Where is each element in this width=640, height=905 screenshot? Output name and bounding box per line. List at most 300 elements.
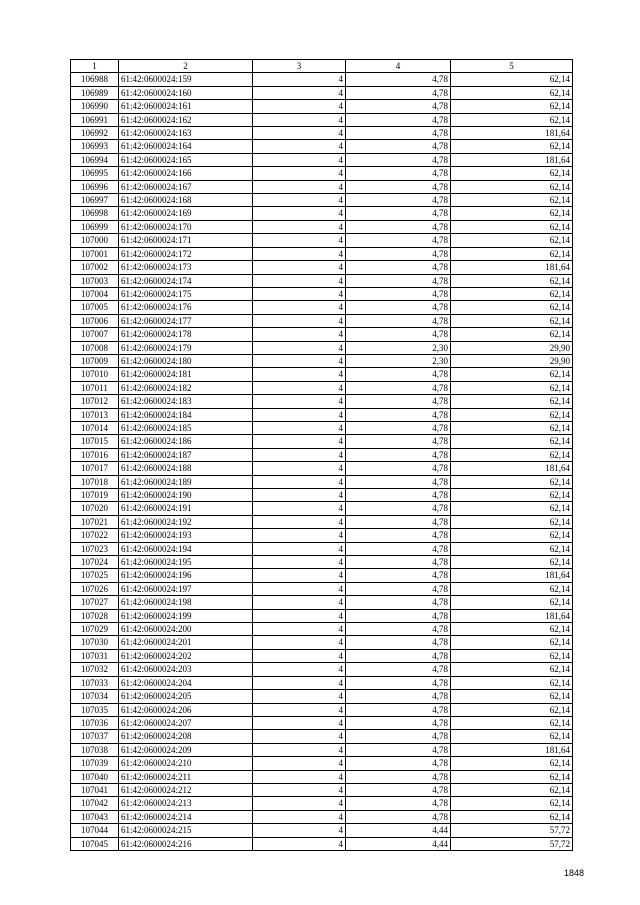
table-cell-col-2: 61:42:0600024:198 bbox=[119, 596, 253, 609]
table-cell-col-3: 4 bbox=[253, 569, 346, 582]
table-cell-col-1: 107044 bbox=[71, 824, 119, 837]
table-cell-col-1: 106994 bbox=[71, 153, 119, 166]
table-cell-col-3: 4 bbox=[253, 354, 346, 367]
table-cell-col-5: 62,14 bbox=[451, 140, 573, 153]
table-cell-col-2: 61:42:0600024:192 bbox=[119, 515, 253, 528]
table-cell-col-4: 4,78 bbox=[346, 489, 451, 502]
table-cell-col-3: 4 bbox=[253, 582, 346, 595]
table-row bbox=[71, 810, 573, 823]
table-cell-col-3: 4 bbox=[253, 220, 346, 233]
table-cell-col-2: 61:42:0600024:196 bbox=[119, 569, 253, 582]
table-cell-col-2: 61:42:0600024:211 bbox=[119, 770, 253, 783]
table-cell-col-1: 106998 bbox=[71, 207, 119, 220]
table-cell-col-1: 107028 bbox=[71, 609, 119, 622]
table-row bbox=[71, 623, 573, 636]
table-cell-col-3: 4 bbox=[253, 783, 346, 796]
table-cell-col-1: 107008 bbox=[71, 341, 119, 354]
page-number: 1848 bbox=[563, 868, 584, 878]
table-row bbox=[71, 354, 573, 367]
table-cell-col-5: 181,64 bbox=[451, 569, 573, 582]
table-row bbox=[71, 381, 573, 394]
table-cell-col-2: 61:42:0600024:194 bbox=[119, 542, 253, 555]
table-cell-col-3: 4 bbox=[253, 153, 346, 166]
table-cell-col-5: 62,14 bbox=[451, 274, 573, 287]
table-cell-col-2: 61:42:0600024:216 bbox=[119, 837, 253, 850]
table-cell-col-5: 62,14 bbox=[451, 247, 573, 260]
table-cell-col-4: 4,78 bbox=[346, 180, 451, 193]
table-row bbox=[71, 716, 573, 729]
table-cell-col-4: 2,30 bbox=[346, 341, 451, 354]
table-cell-col-3: 4 bbox=[253, 690, 346, 703]
table-cell-col-1: 107042 bbox=[71, 797, 119, 810]
table-cell-col-1: 107010 bbox=[71, 368, 119, 381]
table-cell-col-5: 62,14 bbox=[451, 489, 573, 502]
table-cell-col-4: 4,78 bbox=[346, 113, 451, 126]
table-cell-col-5: 62,14 bbox=[451, 663, 573, 676]
table-cell-col-3: 4 bbox=[253, 86, 346, 99]
table-cell-col-3: 4 bbox=[253, 247, 346, 260]
column-header-1: 1 bbox=[71, 60, 119, 73]
table-row bbox=[71, 274, 573, 287]
table-cell-col-3: 4 bbox=[253, 837, 346, 850]
table-cell-col-3: 4 bbox=[253, 770, 346, 783]
table-row bbox=[71, 730, 573, 743]
table-cell-col-3: 4 bbox=[253, 207, 346, 220]
table-cell-col-5: 62,14 bbox=[451, 582, 573, 595]
table-cell-col-2: 61:42:0600024:162 bbox=[119, 113, 253, 126]
table-cell-col-5: 62,14 bbox=[451, 395, 573, 408]
table-row bbox=[71, 475, 573, 488]
table-cell-col-4: 4,78 bbox=[346, 770, 451, 783]
table-cell-col-4: 4,78 bbox=[346, 569, 451, 582]
table-cell-col-2: 61:42:0600024:213 bbox=[119, 797, 253, 810]
table-cell-col-2: 61:42:0600024:163 bbox=[119, 127, 253, 140]
table-cell-col-2: 61:42:0600024:159 bbox=[119, 73, 253, 86]
table-cell-col-5: 62,14 bbox=[451, 556, 573, 569]
table-cell-col-5: 62,14 bbox=[451, 770, 573, 783]
table-cell-col-2: 61:42:0600024:204 bbox=[119, 676, 253, 689]
table-cell-col-2: 61:42:0600024:185 bbox=[119, 421, 253, 434]
table-cell-col-3: 4 bbox=[253, 676, 346, 689]
table-cell-col-4: 4,78 bbox=[346, 542, 451, 555]
table-row bbox=[71, 649, 573, 662]
table-cell-col-2: 61:42:0600024:199 bbox=[119, 609, 253, 622]
table-row bbox=[71, 515, 573, 528]
table-cell-col-5: 62,14 bbox=[451, 180, 573, 193]
table-cell-col-5: 29,90 bbox=[451, 354, 573, 367]
table-cell-col-4: 4,78 bbox=[346, 690, 451, 703]
table-cell-col-5: 62,14 bbox=[451, 703, 573, 716]
table-cell-col-2: 61:42:0600024:188 bbox=[119, 462, 253, 475]
table-cell-col-5: 62,14 bbox=[451, 596, 573, 609]
table-cell-col-4: 4,78 bbox=[346, 475, 451, 488]
table-cell-col-5: 62,14 bbox=[451, 220, 573, 233]
table-cell-col-1: 107043 bbox=[71, 810, 119, 823]
table-cell-col-4: 4,78 bbox=[346, 207, 451, 220]
table-cell-col-1: 107013 bbox=[71, 408, 119, 421]
table-cell-col-5: 62,14 bbox=[451, 86, 573, 99]
table-cell-col-5: 62,14 bbox=[451, 435, 573, 448]
table-cell-col-3: 4 bbox=[253, 274, 346, 287]
table-row bbox=[71, 502, 573, 515]
table-cell-col-1: 107041 bbox=[71, 783, 119, 796]
table-cell-col-2: 61:42:0600024:195 bbox=[119, 556, 253, 569]
table-cell-col-2: 61:42:0600024:212 bbox=[119, 783, 253, 796]
table-cell-col-4: 4,78 bbox=[346, 234, 451, 247]
table-cell-col-1: 107019 bbox=[71, 489, 119, 502]
table-cell-col-1: 107009 bbox=[71, 354, 119, 367]
table-cell-col-4: 4,78 bbox=[346, 515, 451, 528]
table-row bbox=[71, 328, 573, 341]
table-row bbox=[71, 73, 573, 86]
table-cell-col-3: 4 bbox=[253, 395, 346, 408]
table-cell-col-5: 62,14 bbox=[451, 100, 573, 113]
table-cell-col-2: 61:42:0600024:175 bbox=[119, 287, 253, 300]
table-cell-col-4: 4,44 bbox=[346, 824, 451, 837]
table-cell-col-5: 62,14 bbox=[451, 314, 573, 327]
table-cell-col-2: 61:42:0600024:160 bbox=[119, 86, 253, 99]
table-cell-col-5: 29,90 bbox=[451, 341, 573, 354]
table-cell-col-1: 107016 bbox=[71, 448, 119, 461]
table-cell-col-1: 107045 bbox=[71, 837, 119, 850]
table-cell-col-3: 4 bbox=[253, 502, 346, 515]
table-cell-col-3: 4 bbox=[253, 234, 346, 247]
table-cell-col-4: 4,78 bbox=[346, 448, 451, 461]
table-row bbox=[71, 127, 573, 140]
table-cell-col-1: 106997 bbox=[71, 194, 119, 207]
table-row bbox=[71, 408, 573, 421]
table-cell-col-5: 62,14 bbox=[451, 649, 573, 662]
table-cell-col-3: 4 bbox=[253, 368, 346, 381]
table-row bbox=[71, 421, 573, 434]
table-cell-col-1: 107040 bbox=[71, 770, 119, 783]
table-cell-col-5: 62,14 bbox=[451, 408, 573, 421]
table-cell-col-5: 62,14 bbox=[451, 515, 573, 528]
table-cell-col-2: 61:42:0600024:180 bbox=[119, 354, 253, 367]
table-cell-col-1: 107032 bbox=[71, 663, 119, 676]
table-cell-col-4: 4,78 bbox=[346, 301, 451, 314]
table-row bbox=[71, 489, 573, 502]
table-row bbox=[71, 140, 573, 153]
table-cell-col-3: 4 bbox=[253, 328, 346, 341]
table-cell-col-4: 4,78 bbox=[346, 582, 451, 595]
table-row bbox=[71, 368, 573, 381]
table-cell-col-4: 4,78 bbox=[346, 743, 451, 756]
table-row bbox=[71, 234, 573, 247]
table-cell-col-3: 4 bbox=[253, 341, 346, 354]
table-cell-col-4: 4,78 bbox=[346, 73, 451, 86]
table-cell-col-3: 4 bbox=[253, 261, 346, 274]
table-cell-col-1: 106999 bbox=[71, 220, 119, 233]
table-row bbox=[71, 207, 573, 220]
table-cell-col-2: 61:42:0600024:177 bbox=[119, 314, 253, 327]
table-cell-col-2: 61:42:0600024:203 bbox=[119, 663, 253, 676]
table-cell-col-1: 107004 bbox=[71, 287, 119, 300]
table-cell-col-1: 106990 bbox=[71, 100, 119, 113]
table-header-row bbox=[71, 60, 573, 73]
table-cell-col-2: 61:42:0600024:167 bbox=[119, 180, 253, 193]
table-cell-col-4: 4,78 bbox=[346, 100, 451, 113]
table-cell-col-4: 4,78 bbox=[346, 328, 451, 341]
table-cell-col-3: 4 bbox=[253, 515, 346, 528]
table-cell-col-2: 61:42:0600024:161 bbox=[119, 100, 253, 113]
table-cell-col-5: 62,14 bbox=[451, 730, 573, 743]
table-row bbox=[71, 395, 573, 408]
table-cell-col-5: 57,72 bbox=[451, 837, 573, 850]
table-cell-col-1: 106988 bbox=[71, 73, 119, 86]
table-cell-col-4: 4,78 bbox=[346, 287, 451, 300]
table-cell-col-5: 181,64 bbox=[451, 743, 573, 756]
table-cell-col-2: 61:42:0600024:210 bbox=[119, 757, 253, 770]
table-cell-col-5: 62,14 bbox=[451, 207, 573, 220]
table-row bbox=[71, 783, 573, 796]
table-row bbox=[71, 743, 573, 756]
table-cell-col-1: 107037 bbox=[71, 730, 119, 743]
table-row bbox=[71, 690, 573, 703]
table-cell-col-1: 107003 bbox=[71, 274, 119, 287]
table-cell-col-1: 107027 bbox=[71, 596, 119, 609]
table-cell-col-5: 62,14 bbox=[451, 542, 573, 555]
table-cell-col-4: 4,78 bbox=[346, 663, 451, 676]
table-cell-col-5: 62,14 bbox=[451, 690, 573, 703]
table-cell-col-2: 61:42:0600024:166 bbox=[119, 167, 253, 180]
table-cell-col-1: 107021 bbox=[71, 515, 119, 528]
table-row bbox=[71, 100, 573, 113]
table-cell-col-2: 61:42:0600024:182 bbox=[119, 381, 253, 394]
table-cell-col-2: 61:42:0600024:172 bbox=[119, 247, 253, 260]
table-cell-col-5: 62,14 bbox=[451, 421, 573, 434]
table-cell-col-2: 61:42:0600024:193 bbox=[119, 529, 253, 542]
table-row bbox=[71, 435, 573, 448]
table-row bbox=[71, 837, 573, 850]
table-cell-col-1: 107023 bbox=[71, 542, 119, 555]
table-cell-col-2: 61:42:0600024:184 bbox=[119, 408, 253, 421]
table-cell-col-1: 107002 bbox=[71, 261, 119, 274]
table-cell-col-1: 106992 bbox=[71, 127, 119, 140]
table-row bbox=[71, 462, 573, 475]
table-cell-col-1: 107035 bbox=[71, 703, 119, 716]
table-cell-col-1: 107017 bbox=[71, 462, 119, 475]
table-cell-col-4: 4,78 bbox=[346, 395, 451, 408]
table-cell-col-3: 4 bbox=[253, 716, 346, 729]
table-cell-col-5: 62,14 bbox=[451, 113, 573, 126]
table-cell-col-4: 4,78 bbox=[346, 167, 451, 180]
column-header-2: 2 bbox=[119, 60, 253, 73]
table-cell-col-2: 61:42:0600024:165 bbox=[119, 153, 253, 166]
table-cell-col-5: 62,14 bbox=[451, 167, 573, 180]
table-cell-col-4: 4,78 bbox=[346, 314, 451, 327]
table-cell-col-1: 107038 bbox=[71, 743, 119, 756]
table-cell-col-4: 4,78 bbox=[346, 556, 451, 569]
table-cell-col-3: 4 bbox=[253, 475, 346, 488]
table-cell-col-1: 107031 bbox=[71, 649, 119, 662]
table-cell-col-3: 4 bbox=[253, 649, 346, 662]
column-header-4: 4 bbox=[346, 60, 451, 73]
table-row bbox=[71, 314, 573, 327]
table-cell-col-5: 62,14 bbox=[451, 676, 573, 689]
table-cell-col-4: 4,78 bbox=[346, 529, 451, 542]
table-cell-col-4: 4,78 bbox=[346, 368, 451, 381]
table-cell-col-5: 62,14 bbox=[451, 716, 573, 729]
table-cell-col-2: 61:42:0600024:179 bbox=[119, 341, 253, 354]
table-cell-col-5: 62,14 bbox=[451, 502, 573, 515]
table-cell-col-4: 4,78 bbox=[346, 86, 451, 99]
table-cell-col-2: 61:42:0600024:191 bbox=[119, 502, 253, 515]
table-row bbox=[71, 582, 573, 595]
table-cell-col-5: 62,14 bbox=[451, 529, 573, 542]
table-cell-col-4: 4,78 bbox=[346, 716, 451, 729]
table-row bbox=[71, 542, 573, 555]
table-cell-col-3: 4 bbox=[253, 489, 346, 502]
table-cell-col-4: 4,78 bbox=[346, 757, 451, 770]
table-row bbox=[71, 86, 573, 99]
table-row bbox=[71, 596, 573, 609]
table-cell-col-4: 2,30 bbox=[346, 354, 451, 367]
table-cell-col-2: 61:42:0600024:214 bbox=[119, 810, 253, 823]
table-cell-col-2: 61:42:0600024:202 bbox=[119, 649, 253, 662]
table-row bbox=[71, 676, 573, 689]
table-cell-col-4: 4,78 bbox=[346, 703, 451, 716]
table-row bbox=[71, 301, 573, 314]
table-cell-col-3: 4 bbox=[253, 408, 346, 421]
table-cell-col-3: 4 bbox=[253, 435, 346, 448]
table-cell-col-2: 61:42:0600024:189 bbox=[119, 475, 253, 488]
table-row bbox=[71, 609, 573, 622]
column-header-5: 5 bbox=[451, 60, 573, 73]
table-row bbox=[71, 797, 573, 810]
table-cell-col-2: 61:42:0600024:186 bbox=[119, 435, 253, 448]
table-cell-col-2: 61:42:0600024:197 bbox=[119, 582, 253, 595]
table-cell-col-1: 107030 bbox=[71, 636, 119, 649]
table-cell-col-2: 61:42:0600024:201 bbox=[119, 636, 253, 649]
table-row bbox=[71, 824, 573, 837]
table-row bbox=[71, 287, 573, 300]
table-cell-col-4: 4,78 bbox=[346, 274, 451, 287]
table-cell-col-1: 107029 bbox=[71, 623, 119, 636]
table-row bbox=[71, 529, 573, 542]
table-cell-col-2: 61:42:0600024:178 bbox=[119, 328, 253, 341]
table-cell-col-1: 107006 bbox=[71, 314, 119, 327]
table-cell-col-4: 4,78 bbox=[346, 220, 451, 233]
table-row bbox=[71, 167, 573, 180]
table-cell-col-2: 61:42:0600024:171 bbox=[119, 234, 253, 247]
table-row bbox=[71, 757, 573, 770]
table-cell-col-4: 4,78 bbox=[346, 140, 451, 153]
table-row bbox=[71, 569, 573, 582]
table-cell-col-2: 61:42:0600024:169 bbox=[119, 207, 253, 220]
table-cell-col-1: 106993 bbox=[71, 140, 119, 153]
table-cell-col-1: 107012 bbox=[71, 395, 119, 408]
table-cell-col-4: 4,78 bbox=[346, 810, 451, 823]
table-cell-col-3: 4 bbox=[253, 314, 346, 327]
table-cell-col-5: 57,72 bbox=[451, 824, 573, 837]
table-cell-col-1: 106989 bbox=[71, 86, 119, 99]
table-cell-col-5: 62,14 bbox=[451, 381, 573, 394]
table-cell-col-2: 61:42:0600024:168 bbox=[119, 194, 253, 207]
table-cell-col-5: 62,14 bbox=[451, 475, 573, 488]
table-body bbox=[71, 73, 573, 851]
table-cell-col-1: 107026 bbox=[71, 582, 119, 595]
table-cell-col-5: 62,14 bbox=[451, 757, 573, 770]
table-cell-col-1: 107020 bbox=[71, 502, 119, 515]
table-cell-col-3: 4 bbox=[253, 623, 346, 636]
table-row bbox=[71, 703, 573, 716]
table-row bbox=[71, 261, 573, 274]
table-row bbox=[71, 770, 573, 783]
table-cell-col-2: 61:42:0600024:190 bbox=[119, 489, 253, 502]
table-cell-col-3: 4 bbox=[253, 609, 346, 622]
table-row bbox=[71, 663, 573, 676]
table-cell-col-3: 4 bbox=[253, 703, 346, 716]
table-cell-col-4: 4,78 bbox=[346, 649, 451, 662]
table-cell-col-4: 4,78 bbox=[346, 435, 451, 448]
table-cell-col-4: 4,78 bbox=[346, 261, 451, 274]
table-cell-col-2: 61:42:0600024:170 bbox=[119, 220, 253, 233]
table-row bbox=[71, 247, 573, 260]
table-cell-col-4: 4,78 bbox=[346, 408, 451, 421]
table-cell-col-5: 62,14 bbox=[451, 797, 573, 810]
table-cell-col-2: 61:42:0600024:164 bbox=[119, 140, 253, 153]
table-cell-col-3: 4 bbox=[253, 287, 346, 300]
table-row bbox=[71, 113, 573, 126]
table-row bbox=[71, 341, 573, 354]
table-cell-col-5: 62,14 bbox=[451, 287, 573, 300]
table-cell-col-1: 107034 bbox=[71, 690, 119, 703]
table-cell-col-5: 62,14 bbox=[451, 623, 573, 636]
table-cell-col-4: 4,78 bbox=[346, 636, 451, 649]
table-cell-col-2: 61:42:0600024:181 bbox=[119, 368, 253, 381]
table-cell-col-3: 4 bbox=[253, 797, 346, 810]
table-cell-col-3: 4 bbox=[253, 542, 346, 555]
table-cell-col-4: 4,78 bbox=[346, 676, 451, 689]
table-cell-col-2: 61:42:0600024:209 bbox=[119, 743, 253, 756]
table-cell-col-5: 181,64 bbox=[451, 261, 573, 274]
table-cell-col-1: 107033 bbox=[71, 676, 119, 689]
table-cell-col-4: 4,78 bbox=[346, 127, 451, 140]
table-row bbox=[71, 153, 573, 166]
table-cell-col-3: 4 bbox=[253, 596, 346, 609]
table-cell-col-3: 4 bbox=[253, 824, 346, 837]
table-cell-col-3: 4 bbox=[253, 381, 346, 394]
table-cell-col-4: 4,78 bbox=[346, 623, 451, 636]
table-cell-col-1: 106991 bbox=[71, 113, 119, 126]
table-cell-col-5: 62,14 bbox=[451, 783, 573, 796]
table-cell-col-5: 62,14 bbox=[451, 301, 573, 314]
table-cell-col-5: 62,14 bbox=[451, 448, 573, 461]
table-row bbox=[71, 194, 573, 207]
table-cell-col-2: 61:42:0600024:183 bbox=[119, 395, 253, 408]
table-cell-col-1: 107024 bbox=[71, 556, 119, 569]
table-cell-col-3: 4 bbox=[253, 730, 346, 743]
table-cell-col-3: 4 bbox=[253, 663, 346, 676]
column-header-3: 3 bbox=[253, 60, 346, 73]
table-cell-col-2: 61:42:0600024:215 bbox=[119, 824, 253, 837]
table-cell-col-3: 4 bbox=[253, 127, 346, 140]
table-cell-col-2: 61:42:0600024:205 bbox=[119, 690, 253, 703]
table-cell-col-4: 4,78 bbox=[346, 797, 451, 810]
table-cell-col-1: 107011 bbox=[71, 381, 119, 394]
table-cell-col-1: 106995 bbox=[71, 167, 119, 180]
table-row bbox=[71, 636, 573, 649]
table-cell-col-2: 61:42:0600024:187 bbox=[119, 448, 253, 461]
table-cell-col-4: 4,78 bbox=[346, 502, 451, 515]
table-cell-col-5: 181,64 bbox=[451, 462, 573, 475]
data-table bbox=[70, 59, 573, 851]
table-cell-col-3: 4 bbox=[253, 556, 346, 569]
table-cell-col-1: 107001 bbox=[71, 247, 119, 260]
table-cell-col-1: 107022 bbox=[71, 529, 119, 542]
table-cell-col-2: 61:42:0600024:176 bbox=[119, 301, 253, 314]
